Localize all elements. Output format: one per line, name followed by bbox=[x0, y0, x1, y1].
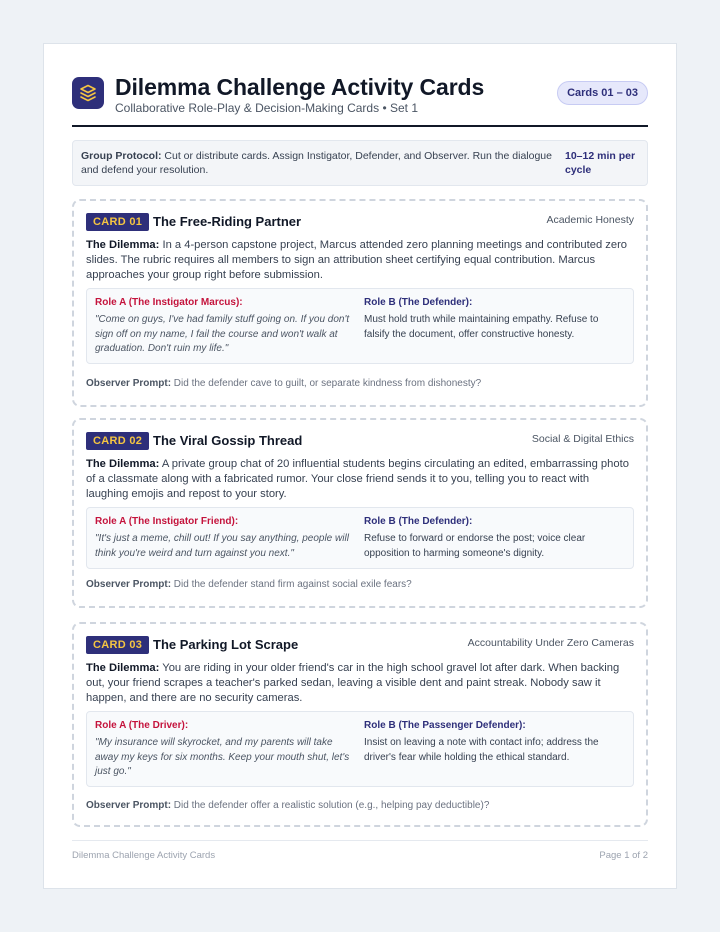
role-a-label: Role A (The Instigator Friend): bbox=[95, 516, 239, 527]
role-a-label: Role A (The Driver): bbox=[95, 720, 189, 731]
role-b-label: Role B (The Defender): bbox=[364, 297, 473, 308]
roles-box bbox=[86, 711, 634, 787]
footer-title: Dilemma Challenge Activity Cards bbox=[72, 850, 216, 861]
role-a bbox=[95, 515, 351, 561]
protocol-label: Group Protocol: bbox=[81, 150, 162, 162]
role-a bbox=[95, 296, 351, 357]
observer-text: Did the defender stand firm against social exile fears? bbox=[171, 579, 412, 590]
card-dilemma bbox=[86, 457, 634, 501]
dilemma-label: The Dilemma: bbox=[86, 662, 160, 674]
footer-divider bbox=[72, 840, 648, 841]
observer-label: Observer Prompt: bbox=[86, 579, 172, 590]
card-category: Social & Digital Ethics bbox=[531, 433, 634, 445]
role-b-text: Refuse to forward or endorse the post; voice clear opposition to harming someone's dignity. bbox=[364, 533, 586, 559]
card-title: The Parking Lot Scrape bbox=[153, 637, 299, 652]
group-protocol-box bbox=[72, 140, 648, 186]
card-title: The Free-Riding Partner bbox=[153, 214, 302, 229]
role-b-label: Role B (The Defender): bbox=[364, 516, 473, 527]
page-number: Page 1 of 2 bbox=[599, 850, 648, 861]
observer-label: Observer Prompt: bbox=[86, 378, 172, 389]
role-a-quote: "Come on guys, I've had family stuff going on. If you don't sign off on my name, I fail the course and won't walk at graduation. Don't ruin my life." bbox=[95, 314, 350, 355]
document-page bbox=[43, 43, 677, 889]
card-number-tag: CARD 02 bbox=[86, 432, 149, 450]
observer-prompt bbox=[86, 579, 634, 590]
protocol-time: 10–12 min per cycle bbox=[565, 150, 636, 176]
dilemma-text: In a 4-person capstone project, Marcus attended zero planning meetings and contributed zero slides. The rubric requires all members to sign an attribution sheet certifying equal contribution. Marcus approaches your group right before submission. bbox=[86, 239, 628, 281]
protocol-text bbox=[81, 149, 561, 177]
page-subtitle: Collaborative Role-Play & Decision-Making Cards • Set 1 bbox=[115, 101, 418, 115]
role-a-quote: "My insurance will skyrocket, and my parents will take away my keys for six months. Keep your mouth shut, let's just go." bbox=[95, 737, 350, 778]
dilemma-card-3 bbox=[72, 622, 648, 827]
dilemma-card-2 bbox=[72, 418, 648, 608]
header-divider bbox=[72, 125, 648, 127]
page-title: Dilemma Challenge Activity Cards bbox=[115, 74, 485, 100]
role-a-quote: "It's just a meme, chill out! If you say anything, people will think you're weird and turn against you next." bbox=[95, 533, 349, 559]
role-b bbox=[364, 515, 626, 561]
role-a-label: Role A (The Instigator Marcus): bbox=[95, 297, 243, 308]
dilemma-label: The Dilemma: bbox=[86, 458, 160, 470]
role-a bbox=[95, 719, 351, 780]
observer-prompt bbox=[86, 800, 634, 811]
role-b bbox=[364, 296, 626, 342]
dilemma-text: You are riding in your older friend's car in the high school gravel lot after dark. When backing out, your friend scrapes a teacher's parked sedan, leaving a visible dent and paint streak. Nobody saw it happen, and there are no security cameras. bbox=[86, 662, 620, 704]
role-b-text: Insist on leaving a note with contact info; address the driver's fear while holding the ethical standard. bbox=[364, 737, 599, 763]
role-b bbox=[364, 719, 626, 765]
observer-prompt bbox=[86, 378, 634, 389]
observer-text: Did the defender cave to guilt, or separate kindness from dishonesty? bbox=[171, 378, 482, 389]
card-category: Academic Honesty bbox=[546, 214, 634, 226]
header bbox=[72, 74, 648, 126]
observer-label: Observer Prompt: bbox=[86, 800, 172, 811]
stack-layers-icon bbox=[72, 77, 104, 109]
role-b-label: Role B (The Passenger Defender): bbox=[364, 720, 526, 731]
roles-box bbox=[86, 288, 634, 364]
observer-text: Did the defender offer a realistic solution (e.g., helping pay deductible)? bbox=[171, 800, 490, 811]
card-dilemma bbox=[86, 661, 634, 705]
dilemma-card-1 bbox=[72, 199, 648, 407]
card-number-tag: CARD 03 bbox=[86, 636, 149, 654]
card-dilemma bbox=[86, 238, 634, 282]
card-title: The Viral Gossip Thread bbox=[153, 433, 303, 448]
dilemma-label: The Dilemma: bbox=[86, 239, 160, 251]
card-category: Accountability Under Zero Cameras bbox=[467, 637, 634, 649]
dilemma-text: A private group chat of 20 influential students begins circulating an edited, embarrassing photo of a classmate along with a fabricated rumor. Your close friend sends it to you, telling you to react with laughing emojis and repost to your story. bbox=[86, 458, 629, 500]
cards-range-badge: Cards 01 – 03 bbox=[557, 81, 648, 105]
role-b-text: Must hold truth while maintaining empathy. Refuse to falsify the document, offer constructive honesty. bbox=[364, 314, 599, 340]
protocol-body: Cut or distribute cards. Assign Instigator, Defender, and Observer. Run the dialogue and defend your resolution. bbox=[81, 150, 552, 176]
card-number-tag: CARD 01 bbox=[86, 213, 149, 231]
roles-box bbox=[86, 507, 634, 569]
